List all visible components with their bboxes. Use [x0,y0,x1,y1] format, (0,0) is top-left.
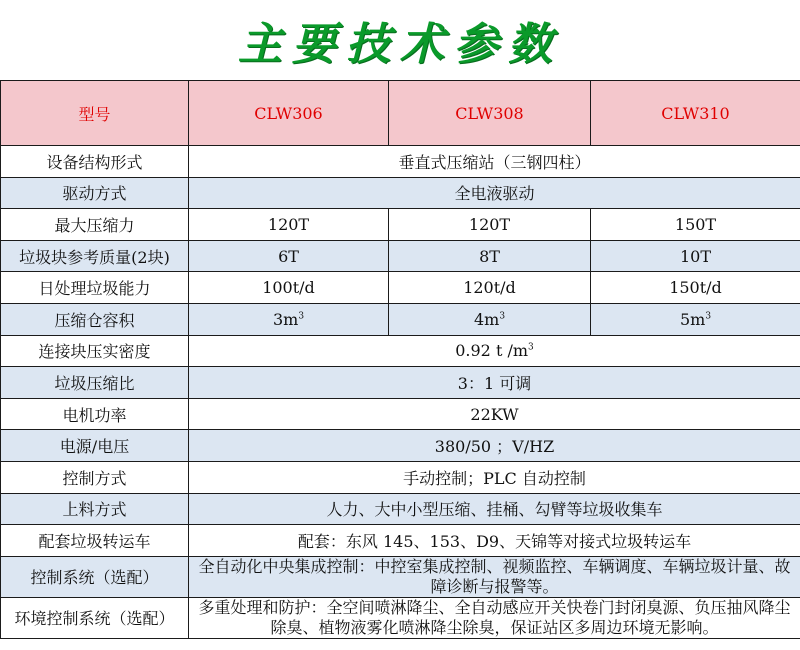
table-row [1,272,800,304]
value-text: 5m [679,309,706,329]
table-row [1,556,800,597]
row-label: 环境控制系统（选配） [1,597,189,638]
row-value: 6T [189,240,389,272]
row-label: 连接块压实密度 [1,335,189,367]
row-value [389,303,591,335]
row-value: 全自动化中央集成控制：中控室集成控制、视频监控、车辆调度、车辆垃圾计量、故障诊断与报警等。 [189,556,800,597]
table-row [1,240,800,272]
row-value: 120T [189,209,389,241]
table-row [1,525,800,557]
table-row [1,209,800,241]
row-label: 设备结构形式 [1,146,189,178]
model-cell: CLW308 [389,81,591,146]
row-label: 最大压缩力 [1,209,189,241]
superscript: 3 [298,311,305,322]
value-text: 4m [473,309,500,329]
row-value [591,303,800,335]
row-value: 150T [591,209,800,241]
table-row [1,597,800,638]
row-label: 电机功率 [1,398,189,430]
table-row [1,177,800,209]
superscript: 3 [705,311,712,322]
row-value: 8T [389,240,591,272]
table-row [1,335,800,367]
row-label: 垃圾块参考质量(2块) [1,240,189,272]
header-label: 型号 [1,81,189,146]
table-row [1,146,800,178]
row-value: 22KW [189,398,800,430]
row-value: 垂直式压缩站（三钢四柱） [189,146,800,178]
value-text: 3m [272,309,299,329]
spec-table [0,80,800,639]
model-cell: CLW310 [591,81,800,146]
row-label: 驱动方式 [1,177,189,209]
value-text: 0.92 t /m [455,341,529,361]
table-row [1,461,800,493]
row-value: 120T [389,209,591,241]
table-row [1,398,800,430]
table-row [1,430,800,462]
row-label: 配套垃圾转运车 [1,525,189,557]
row-value [189,303,389,335]
row-value: 3：1 可调 [189,367,800,399]
row-value: 人力、大中小型压缩、挂桶、勾臂等垃圾收集车 [189,493,800,525]
row-label: 上料方式 [1,493,189,525]
row-label: 压缩仓容积 [1,303,189,335]
row-value: 10T [591,240,800,272]
row-value: 380/50 ；V/HZ [189,430,800,462]
row-label: 日处理垃圾能力 [1,272,189,304]
row-value: 多重处理和防护：全空间喷淋降尘、全自动感应开关快卷门封闭臭源、负压抽风降尘除臭、植物液雾化喷淋降尘除臭，保证站区多周边环境无影响。 [189,597,800,638]
row-value: 手动控制；PLC 自动控制 [189,461,800,493]
superscript: 3 [499,311,506,322]
row-label: 电源/电压 [1,430,189,462]
header-row [1,81,800,146]
table-row [1,367,800,399]
row-value: 全电液驱动 [189,177,800,209]
model-cell: CLW306 [189,81,389,146]
table-row [1,493,800,525]
page-title: 主要技术参数 [238,19,562,70]
row-value [189,335,800,367]
row-value: 100t/d [189,272,389,304]
row-value: 配套：东风 145、153、D9、天锦等对接式垃圾转运车 [189,525,800,557]
row-label: 控制方式 [1,461,189,493]
row-label: 控制系统（选配） [1,556,189,597]
row-value: 120t/d [389,272,591,304]
superscript: 3 [528,343,534,354]
row-label: 垃圾压缩比 [1,367,189,399]
row-value: 150t/d [591,272,800,304]
table-row [1,303,800,335]
